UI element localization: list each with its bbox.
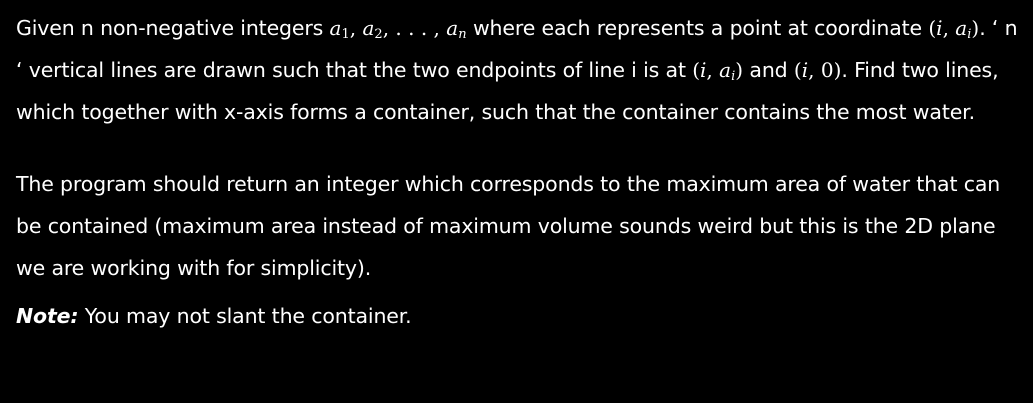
note-text: You may not slant the container. xyxy=(78,304,412,328)
problem-statement xyxy=(16,7,1028,337)
description-text: . Find two lines, which together with x-axis forms a container, such that the container contains the most water. xyxy=(16,58,999,124)
description-text: Given n non-negative integers xyxy=(16,16,330,40)
return-value-paragraph: The program should return an integer which corresponds to the maximum area of water that can be contained (maximum area instead of maximum volume sounds weird but this is the 2D plane we are working with for simplicity). xyxy=(16,172,1001,280)
endpoint-bottom-math: (i, 0) xyxy=(793,58,842,82)
problem-description-paragraph xyxy=(16,7,1028,133)
note-paragraph xyxy=(16,295,1028,337)
note-label: Note: xyxy=(16,304,79,328)
description-text: and xyxy=(743,58,794,82)
description-text: where each represents a point at coordinate xyxy=(466,16,929,40)
coordinate-math: (i, $a_i$) xyxy=(928,16,980,42)
endpoint-top-math: (i, $a_i$) xyxy=(692,58,744,84)
description-text: . ‘ n ‘ vertical lines are drawn such that the two endpoints of line i is at xyxy=(16,16,1018,82)
sequence-math: $a_1$, $a_2$, . . . , $a_n$ xyxy=(329,16,467,42)
